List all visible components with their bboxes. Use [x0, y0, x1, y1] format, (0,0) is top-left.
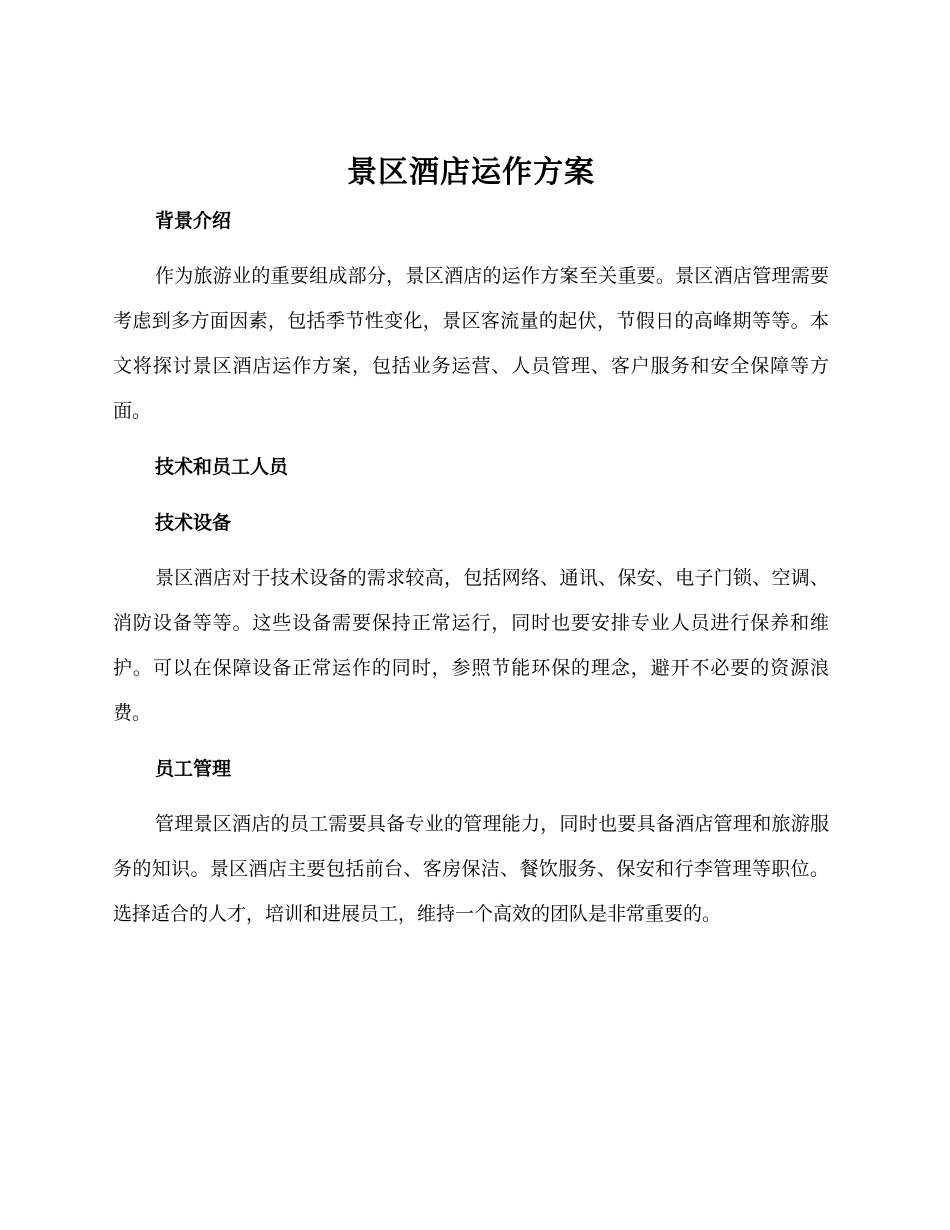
paragraph-background: 作为旅游业的重要组成部分，景区酒店的运作方案至关重要。景区酒店管理需要考虑到多方面因素，包括季节性变化，景区客流量的起伏，节假日的高峰期等等。本文将探讨景区酒店运作方案，包括业务运营、人员管理、客户服务和安全保障等方面。 [113, 265, 829, 422]
document-page [113, 148, 829, 937]
section-heading-tech-equipment: 技术设备 [155, 512, 232, 534]
paragraph-tech-equipment: 景区酒店对于技术设备的需求较高，包括网络、通讯、保安、电子门锁、空调、消防设备等等。这些设备需要保持正常运行，同时也要安排专业人员进行保养和维护。可以在保障设备正常运作的同时，参照节能环保的理念，避开不必要的资源浪费。 [113, 567, 829, 724]
document-title: 景区酒店运作方案 [347, 155, 595, 190]
section-heading-staff-management: 员工管理 [155, 758, 232, 780]
paragraph-staff-management: 管理景区酒店的员工需要具备专业的管理能力，同时也要具备酒店管理和旅游服务的知识。景区酒店主要包括前台、客房保洁、餐饮服务、保安和行李管理等职位。选择适合的人才，培训和进展员工，维持一个高效的团队是非常重要的。 [113, 813, 829, 925]
section-heading-background: 背景介绍 [155, 210, 232, 232]
section-heading-tech-and-staff: 技术和员工人员 [155, 456, 289, 478]
